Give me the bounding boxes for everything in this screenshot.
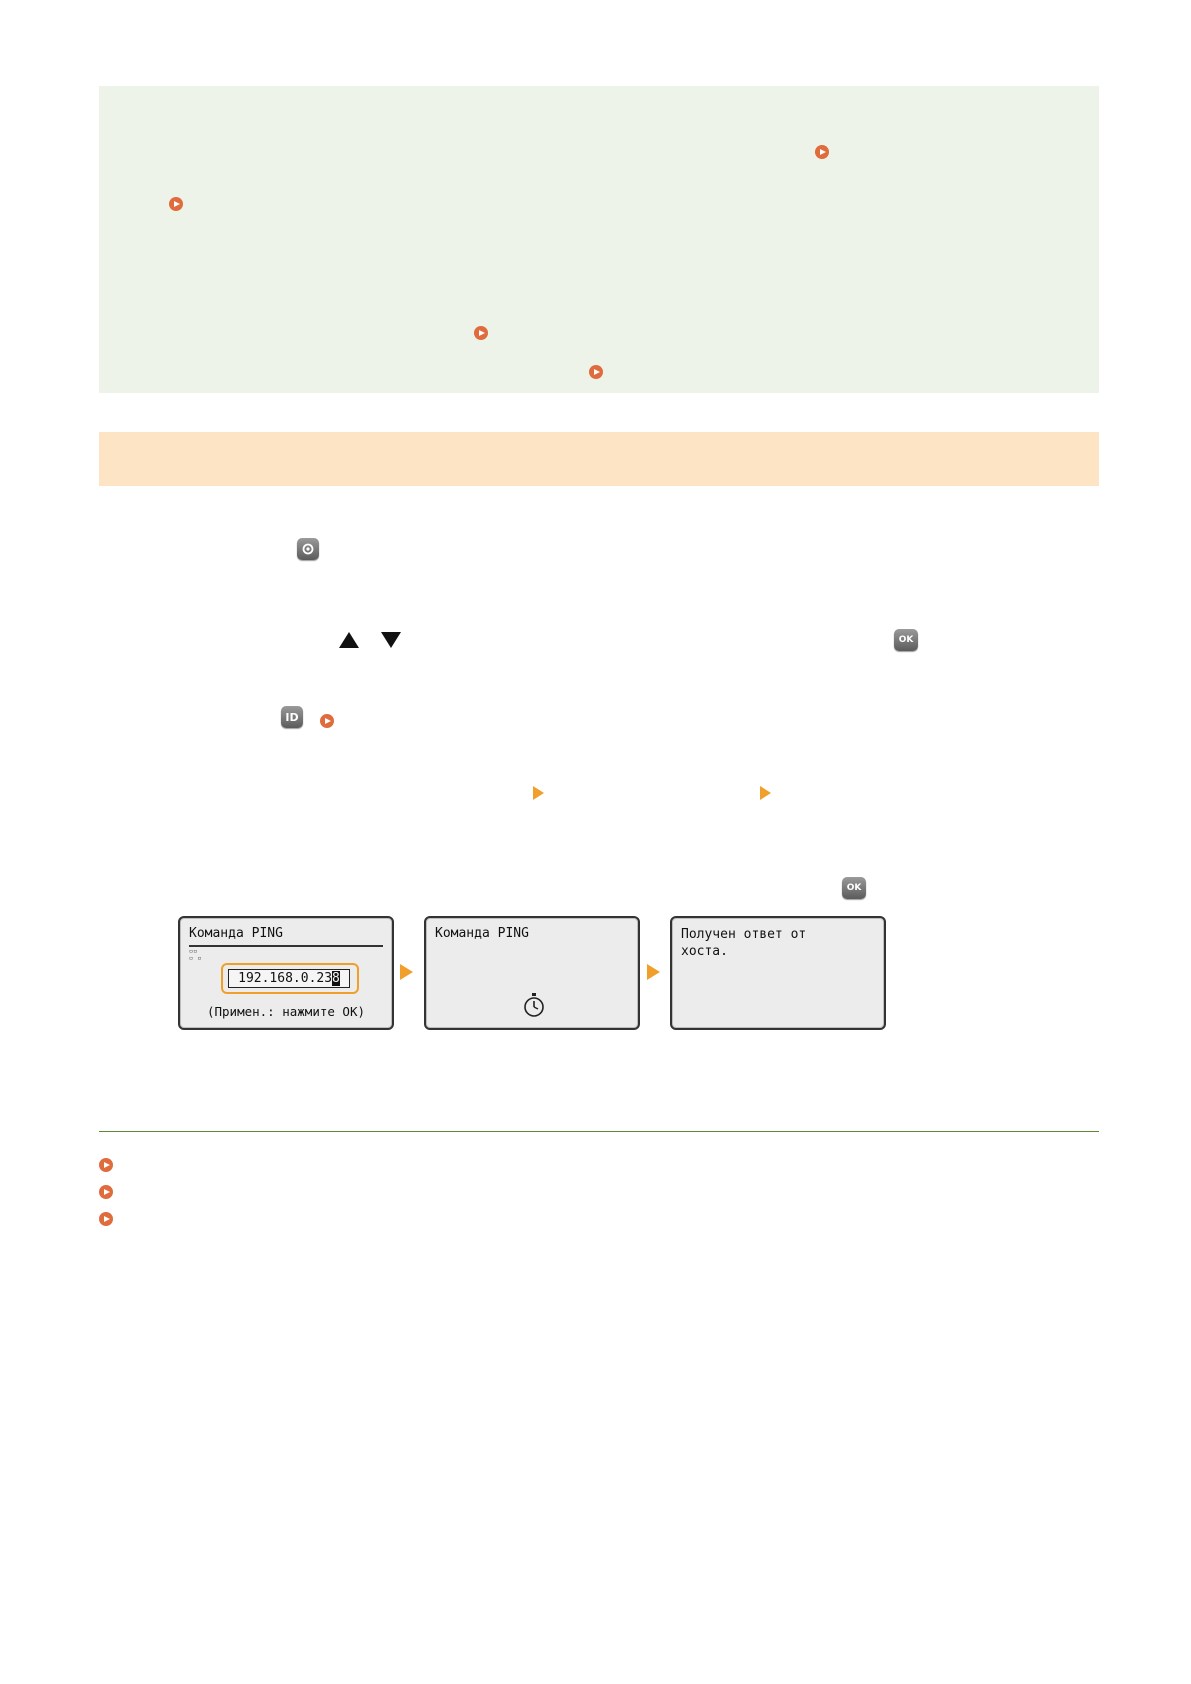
input-mode-icon: ▫▫ ▫ ▫ xyxy=(189,947,202,962)
lcd-rule xyxy=(189,945,383,947)
ok-key-icon: OK xyxy=(894,629,918,651)
circle-arrow-icon[interactable] xyxy=(474,326,488,340)
lcd-title: Команда PING xyxy=(189,926,283,941)
related-topics-divider xyxy=(99,1131,1099,1132)
ok-key-icon: OK xyxy=(842,877,866,899)
circle-arrow-icon[interactable] xyxy=(589,365,603,379)
circle-arrow-icon[interactable] xyxy=(99,1212,113,1226)
ip-value: 192.168.0.23 xyxy=(238,971,333,986)
circle-arrow-icon[interactable] xyxy=(169,197,183,211)
flow-arrow-icon xyxy=(647,964,660,980)
id-key-icon: ID xyxy=(281,706,303,728)
flow-arrow-icon xyxy=(400,964,413,980)
lcd-result-message: Получен ответ от хоста. xyxy=(681,927,807,959)
breadcrumb-arrow-icon xyxy=(533,786,544,800)
stopwatch-icon xyxy=(522,992,546,1018)
arrow-down-icon xyxy=(381,632,401,648)
lcd-screen-result xyxy=(670,916,886,1030)
ip-address-input[interactable] xyxy=(228,969,350,988)
lcd-screen-progress xyxy=(424,916,640,1030)
settings-menu-key-icon xyxy=(297,538,319,560)
section-header-band xyxy=(99,432,1099,486)
lcd-title: Команда PING xyxy=(435,926,529,941)
settings-glyph xyxy=(301,542,315,556)
arrow-up-icon xyxy=(339,632,359,648)
lcd-screen-input xyxy=(178,916,394,1030)
text-cursor: 8 xyxy=(332,971,340,986)
lcd-footer-hint: (Примен.: нажмите OK) xyxy=(206,1004,366,1019)
ip-field-focus xyxy=(221,963,359,994)
note-box xyxy=(99,86,1099,393)
breadcrumb-arrow-icon xyxy=(760,786,771,800)
circle-arrow-icon[interactable] xyxy=(815,145,829,159)
circle-arrow-icon[interactable] xyxy=(99,1185,113,1199)
circle-arrow-icon[interactable] xyxy=(99,1158,113,1172)
circle-arrow-icon[interactable] xyxy=(320,714,334,728)
